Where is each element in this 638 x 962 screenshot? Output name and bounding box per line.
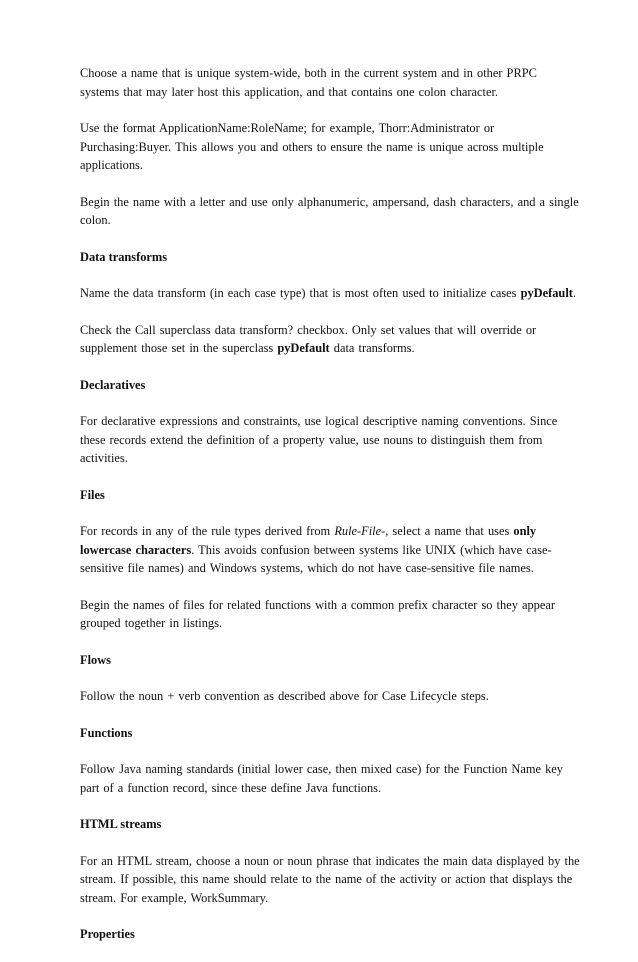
dt-p1-bold: pyDefault xyxy=(520,286,573,300)
dt-p2-end: data transforms. xyxy=(329,341,415,355)
heading-functions: Functions xyxy=(80,725,133,740)
files-p1-c: . This avoids confusion between systems like UNIX (which have case-sensitive file names) and Windows systems, which do not have case-sensitive file names. xyxy=(80,542,552,575)
html-streams-paragraph-1: For an HTML stream, choose a noun or noun phrase that indicates the main data displayed by the stream. If possible, this name should relate to the name of the activity or action that displays the stream. For example, WorkSummary. xyxy=(80,853,580,905)
heading-flows: Flows xyxy=(80,652,111,667)
heading-files: Files xyxy=(80,487,105,502)
flows-paragraph-1: Follow the noun + verb convention as described above for Case Lifecycle steps. xyxy=(80,689,489,703)
files-paragraph-2: Begin the names of files for related functions with a common prefix character so they appear grouped together in listings. xyxy=(80,597,556,630)
functions-paragraph-1: Follow Java naming standards (initial lower case, then mixed case) for the Function Name key part of a function record, since these define Java functions. xyxy=(80,762,563,795)
dt-p1-text: Name the data transform (in each case type) that is most often used to initialize cases xyxy=(80,286,521,300)
files-p1-italic: Rule-File- xyxy=(334,524,386,538)
heading-declaratives: Declaratives xyxy=(80,377,146,392)
files-p1-bold: only lowercase characters xyxy=(80,524,537,557)
intro-paragraph-3: Begin the name with a letter and use only alphanumeric, ampersand, dash characters, and a single colon. xyxy=(80,194,579,227)
heading-data-transforms: Data transforms xyxy=(80,249,168,264)
dt-p1-end: . xyxy=(572,286,577,300)
dt-p2-bold: pyDefault xyxy=(277,341,330,355)
files-p1-b: , select a name that uses xyxy=(385,524,514,538)
heading-html-streams: HTML streams xyxy=(80,817,162,831)
document-page xyxy=(80,64,580,962)
dt-p2-text: Check the Call superclass data transform? checkbox. Only set values that will override or supplement those set in the superclass xyxy=(80,322,537,355)
declaratives-paragraph-1: For declarative expressions and constraints, use logical descriptive naming conventions. Since these records extend the definition of a property value, use nouns to distinguish them from activities. xyxy=(80,414,558,465)
intro-paragraph-2: Use the format ApplicationName:RoleName; for example, Thorr:Administrator or Purchasing:Buyer. This allows you and others to ensure the name is unique across multiple applications. xyxy=(80,121,544,172)
heading-properties: Properties xyxy=(80,927,135,941)
intro-paragraph-1: Choose a name that is unique system-wide, both in the current system and in other PRPC systems that may later host this application, and that contains one colon character. xyxy=(80,66,537,99)
data-transforms-paragraph-1 xyxy=(80,284,580,303)
files-p1-a: For records in any of the rule types derived from xyxy=(80,524,335,538)
files-paragraph-1 xyxy=(80,522,580,578)
data-transforms-paragraph-2 xyxy=(80,321,580,358)
